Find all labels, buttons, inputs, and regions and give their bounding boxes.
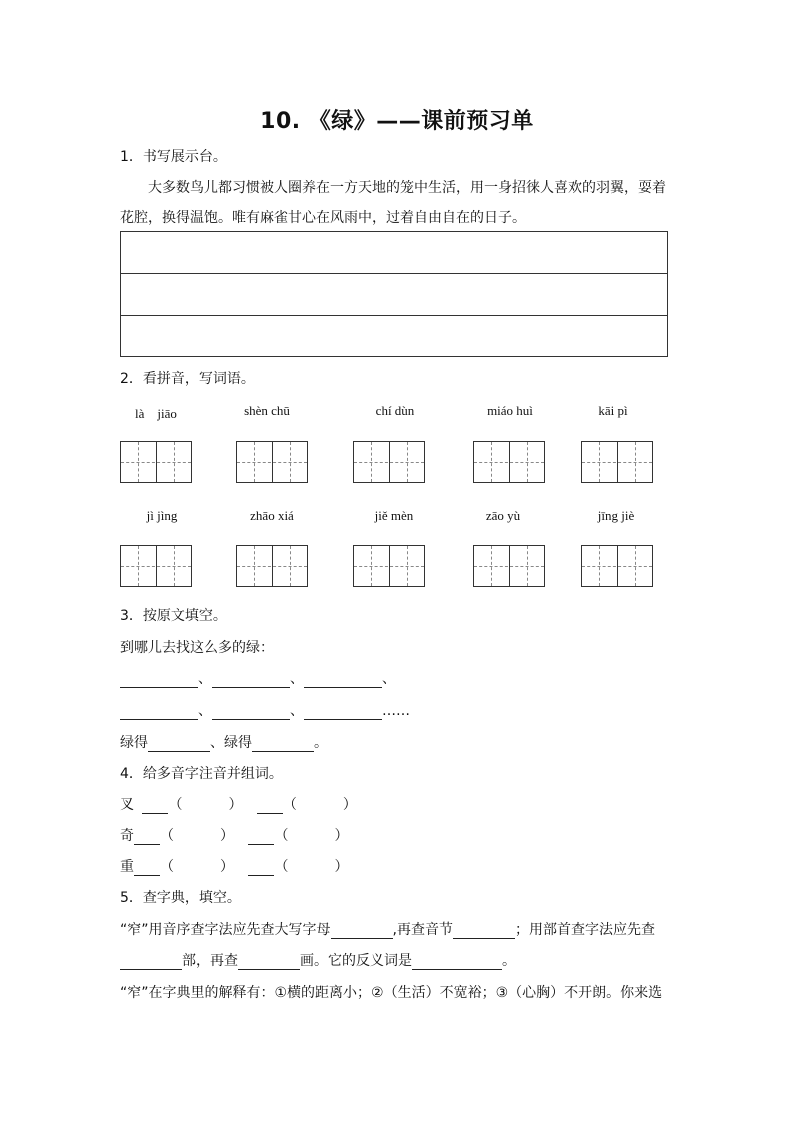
pinyin-blank[interactable] [134, 830, 160, 845]
pinyin-blank[interactable] [248, 830, 274, 845]
paren: （ [274, 828, 289, 844]
answer-blank[interactable] [304, 705, 382, 720]
handwriting-box[interactable] [120, 231, 668, 357]
answer-blank[interactable] [212, 673, 290, 688]
polyphone-row [120, 856, 348, 876]
answer-blank[interactable] [148, 737, 210, 752]
polyphone-row [120, 825, 348, 845]
prompt-text: 。 [502, 953, 516, 969]
answer-blank[interactable] [331, 924, 393, 939]
answer-blank[interactable] [304, 673, 382, 688]
pinyin-label: zhāo xiá [250, 508, 294, 523]
section-3-prompt: 到哪儿去找这么多的绿： [120, 640, 274, 656]
pinyin-blank[interactable] [257, 799, 283, 814]
fill-line-1 [120, 668, 396, 688]
pinyin-label: jīng jiè [597, 508, 635, 523]
fill-line-2 [120, 700, 410, 720]
pinyin-label: jì jìng [146, 508, 178, 523]
answer-blank[interactable] [238, 955, 300, 970]
polyphone-char: 重 [120, 859, 134, 875]
green-label: 绿得 [120, 735, 148, 751]
character-grid[interactable] [473, 545, 545, 587]
fill-line-3 [120, 732, 328, 752]
paren: （ [274, 859, 289, 875]
polyphone-char: 叉 [120, 797, 134, 813]
character-grid[interactable] [581, 441, 653, 483]
pinyin-blank[interactable] [142, 799, 168, 814]
period: 。 [314, 735, 328, 751]
dictionary-line-3: “窄”在字典里的解释有：①横的距离小；②（生活）不宽裕；③（心胸）不开朗。你来选 [120, 985, 663, 1001]
character-grid[interactable] [120, 441, 192, 483]
dictionary-line-2 [120, 950, 516, 970]
answer-blank[interactable] [453, 924, 515, 939]
green-label: 、绿得 [210, 735, 252, 751]
prompt-text: ,再查音节 [392, 922, 453, 938]
character-grid[interactable] [120, 545, 192, 587]
section-2-heading: 2．看拼音，写词语。 [120, 371, 255, 387]
prompt-text: 画。它的反义词是 [300, 953, 412, 969]
writing-line [121, 273, 667, 274]
answer-blank[interactable] [120, 955, 182, 970]
paren: （ [160, 828, 174, 844]
pinyin-blank[interactable] [134, 861, 160, 876]
prompt-text: “窄”用音序查字法应先查大写字母 [120, 922, 331, 938]
separator: 、 [198, 703, 212, 719]
pinyin-label: kāi pì [598, 403, 628, 418]
answer-blank[interactable] [120, 673, 198, 688]
paren: ） [334, 828, 349, 844]
paren: ） [220, 828, 234, 844]
separator: 、 [382, 671, 396, 687]
pinyin-label: chí dùn [375, 403, 415, 418]
section-3-heading: 3．按原文填空。 [120, 608, 227, 624]
writing-line [121, 315, 667, 316]
answer-blank[interactable] [120, 705, 198, 720]
polyphone-char: 奇 [120, 828, 134, 844]
section-1-heading: 1．书写展示台。 [120, 149, 227, 165]
answer-blank[interactable] [252, 737, 314, 752]
character-grid[interactable] [236, 441, 308, 483]
paren: （ [168, 797, 183, 813]
prompt-text: 部，再查 [182, 953, 238, 969]
dictionary-line-1 [120, 919, 655, 939]
pinyin-label: zāo yù [485, 508, 521, 523]
prompt-text: ；用部首查字法应先查 [514, 922, 655, 938]
character-grid[interactable] [236, 545, 308, 587]
pinyin-label: miáo huì [487, 403, 533, 418]
polyphone-row [120, 794, 357, 814]
pinyin-label: shèn chū [244, 403, 290, 418]
ellipsis: …… [382, 703, 410, 719]
paren: ） [342, 797, 357, 813]
pinyin-label: là jiāo [135, 406, 177, 421]
paren: ） [334, 859, 349, 875]
character-grid[interactable] [353, 545, 425, 587]
answer-blank[interactable] [412, 955, 502, 970]
paren: ） [228, 797, 243, 813]
separator: 、 [198, 671, 212, 687]
page-title: 10. 《绿》——课前预习单 [260, 109, 534, 134]
paren: （ [160, 859, 174, 875]
separator: 、 [290, 703, 304, 719]
pinyin-blank[interactable] [248, 861, 274, 876]
paren: ） [220, 859, 234, 875]
paren: （ [282, 797, 297, 813]
character-grid[interactable] [473, 441, 545, 483]
section-5-heading: 5．查字典，填空。 [120, 890, 241, 906]
section-4-heading: 4．给多音字注音并组词。 [120, 766, 283, 782]
section-1-passage-line-2: 花腔，换得温饱。唯有麻雀甘心在风雨中，过着自由自在的日子。 [120, 210, 526, 226]
answer-blank[interactable] [212, 705, 290, 720]
pinyin-label: jiě mèn [374, 508, 414, 523]
character-grid[interactable] [353, 441, 425, 483]
separator: 、 [290, 671, 304, 687]
section-1-passage-line-1: 大多数鸟儿都习惯被人圈养在一方天地的笼中生活，用一身招徕人喜欢的羽翼，耍着 [148, 180, 666, 196]
character-grid[interactable] [581, 545, 653, 587]
